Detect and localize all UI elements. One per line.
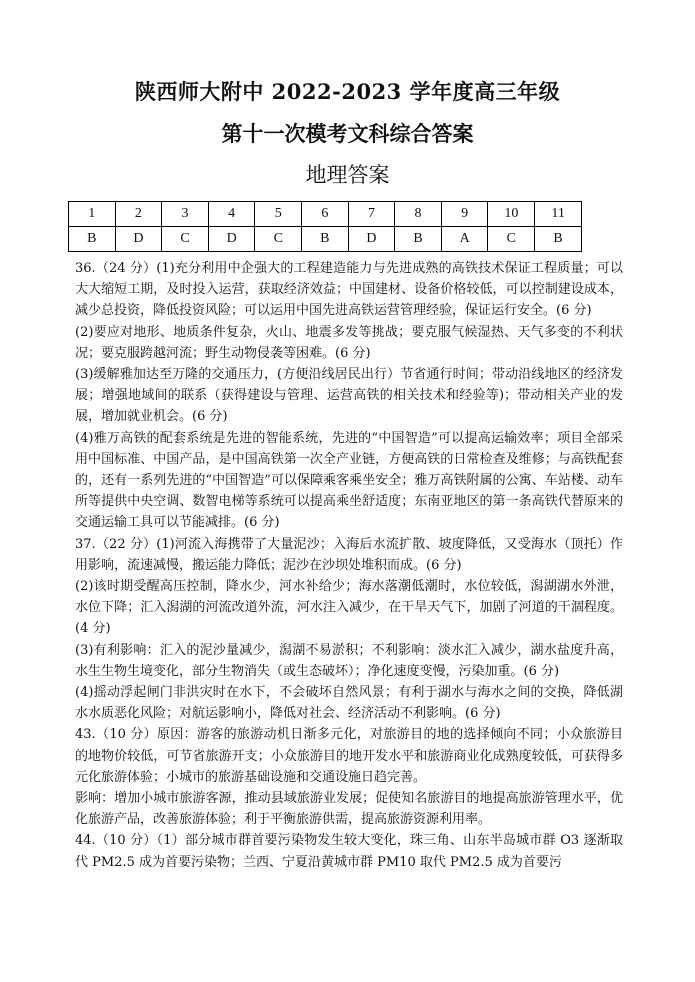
answer-paragraph: 44.（10 分）（1）部分城市群首要污染物发生较大变化，珠三角、山东半岛城市群 O3 逐渐取代 PM2.5 成为首要污染物；兰西、宁夏沿黄城市群 PM10 取代 PM2.5 成为首要污 [75,833,623,870]
answer-cell: C [488,227,535,252]
question-number: 10 [488,202,535,227]
question-number: 2 [115,202,162,227]
question-number: 4 [208,202,255,227]
section-title: 地理答案 [305,163,390,187]
answer-cell: A [441,227,488,252]
answer-table-number-row [69,202,582,227]
question-number: 9 [441,202,488,227]
answer-cell: D [348,227,395,252]
answer-cell: B [302,227,349,252]
answer-cell: D [208,227,255,252]
answer-table [68,201,582,252]
answer-cell: D [115,227,162,252]
answer-body [75,258,623,873]
answer-paragraph: 36.（24 分）(1)充分利用中企强大的工程建造能力与先进成熟的高铁技术保证工程质量；可以大大缩短工期，及时投入运营，获取经济效益；中国建材、设备价格较低，可以控制建设成本，减少总投资，降低投资风险；可以运用中国先进高铁运营管理经验，保证运行安全。(6 分) [75,261,623,319]
question-number: 6 [302,202,349,227]
answer-cell: C [255,227,302,252]
answer-table-answer-row [69,227,582,252]
answer-paragraph: (3)缓解雅加达至万隆的交通压力，(方便沿线居民出行）节省通行时间；带动沿线地区的经济发展；增强地域间的联系（获得建设与管理、运营高铁的相关技术和经验等)；带动相关产业的发展，增加就业机会。(6 分) [75,367,623,425]
question-number: 1 [69,202,116,227]
answer-paragraph: (3)有利影响：汇入的泥沙量减少，潟湖不易淤积；不利影响：淡水汇入减少，湖水盐度升高，水生生物生境变化，部分生物消失（或生态破坏）；净化速度变慢，污染加重。(6 分) [75,642,623,679]
answer-paragraph: 影响：增加小城市旅游客源，推动县域旅游业发展；促使知名旅游目的地提高旅游管理水平，优化旅游产品，改善旅游体验；利于平衡旅游供需，提高旅游资源利用率。 [75,791,623,828]
answer-paragraph: (4)雅万高铁的配套系统是先进的智能系统，先进的“中国智造”可以提高运输效率；项目全部采用中国标准、中国产品，是中国高铁第一次全产业链，方便高铁的日常检查及维修；与高铁配套的，还有一系列先进的“中国智造”可以保障乘客乘坐安全；雅万高铁附属的公寓、车站楼、动车所等提供中央空调、数智电梯等系统可以提高乘坐舒适度；东南亚地区的第一条高铁代替原来的交通运输工具可以节能减排。(6 分) [75,430,623,531]
question-number: 8 [395,202,442,227]
document-title: 陕西师大附中 2022-2023 学年度高三年级 [134,79,561,104]
answer-paragraph: (2)要应对地形、地质条件复杂，火山、地震多发等挑战；要克服气候湿热、天气多变的不利状况；要克服跨越河流；野生动物侵袭等困难。(6 分) [75,324,623,361]
answer-cell: B [535,227,582,252]
answer-paragraph: 43.（10 分）原因：游客的旅游动机日渐多元化，对旅游目的地的选择倾向不同；小众旅游目的地物价较低，可节省旅游开支；小众旅游目的地开发水平和旅游商业化成熟度较低，可获得多元化旅游体验；小城市的旅游基础设施和交通设施日趋完善。 [75,727,623,785]
answer-paragraph: (4)摇动浮起闸门非洪灾时在水下，不会破坏自然风景；有利于湖水与海水之间的交换，降低湖水水质恶化风险；对航运影响小，降低对社会、经济活动不利影响。(6 分) [75,685,623,722]
answer-cell: B [69,227,116,252]
question-number: 11 [535,202,582,227]
question-number: 3 [162,202,209,227]
answer-cell: B [395,227,442,252]
document-subtitle: 第十一次模考文科综合答案 [221,121,474,146]
answer-cell: C [162,227,209,252]
question-number: 5 [255,202,302,227]
answer-paragraph: (2)该时期受醒高压控制，降水少，河水补给少；海水落潮低潮时，水位较低，潟湖湖水外泄，水位下降；汇入潟湖的河流改道外流，河水注入减少，在干旱天气下，加剧了河道的干涸程度。(4 分) [75,579,623,637]
answer-paragraph: 37.（22 分）(1)河流入海携带了大量泥沙；入海后水流扩散、坡度降低，又受海水（顶托）作用影响，流速减慢，搬运能力降低；泥沙在沙坝处堆积而成。(6 分) [75,536,623,573]
question-number: 7 [348,202,395,227]
